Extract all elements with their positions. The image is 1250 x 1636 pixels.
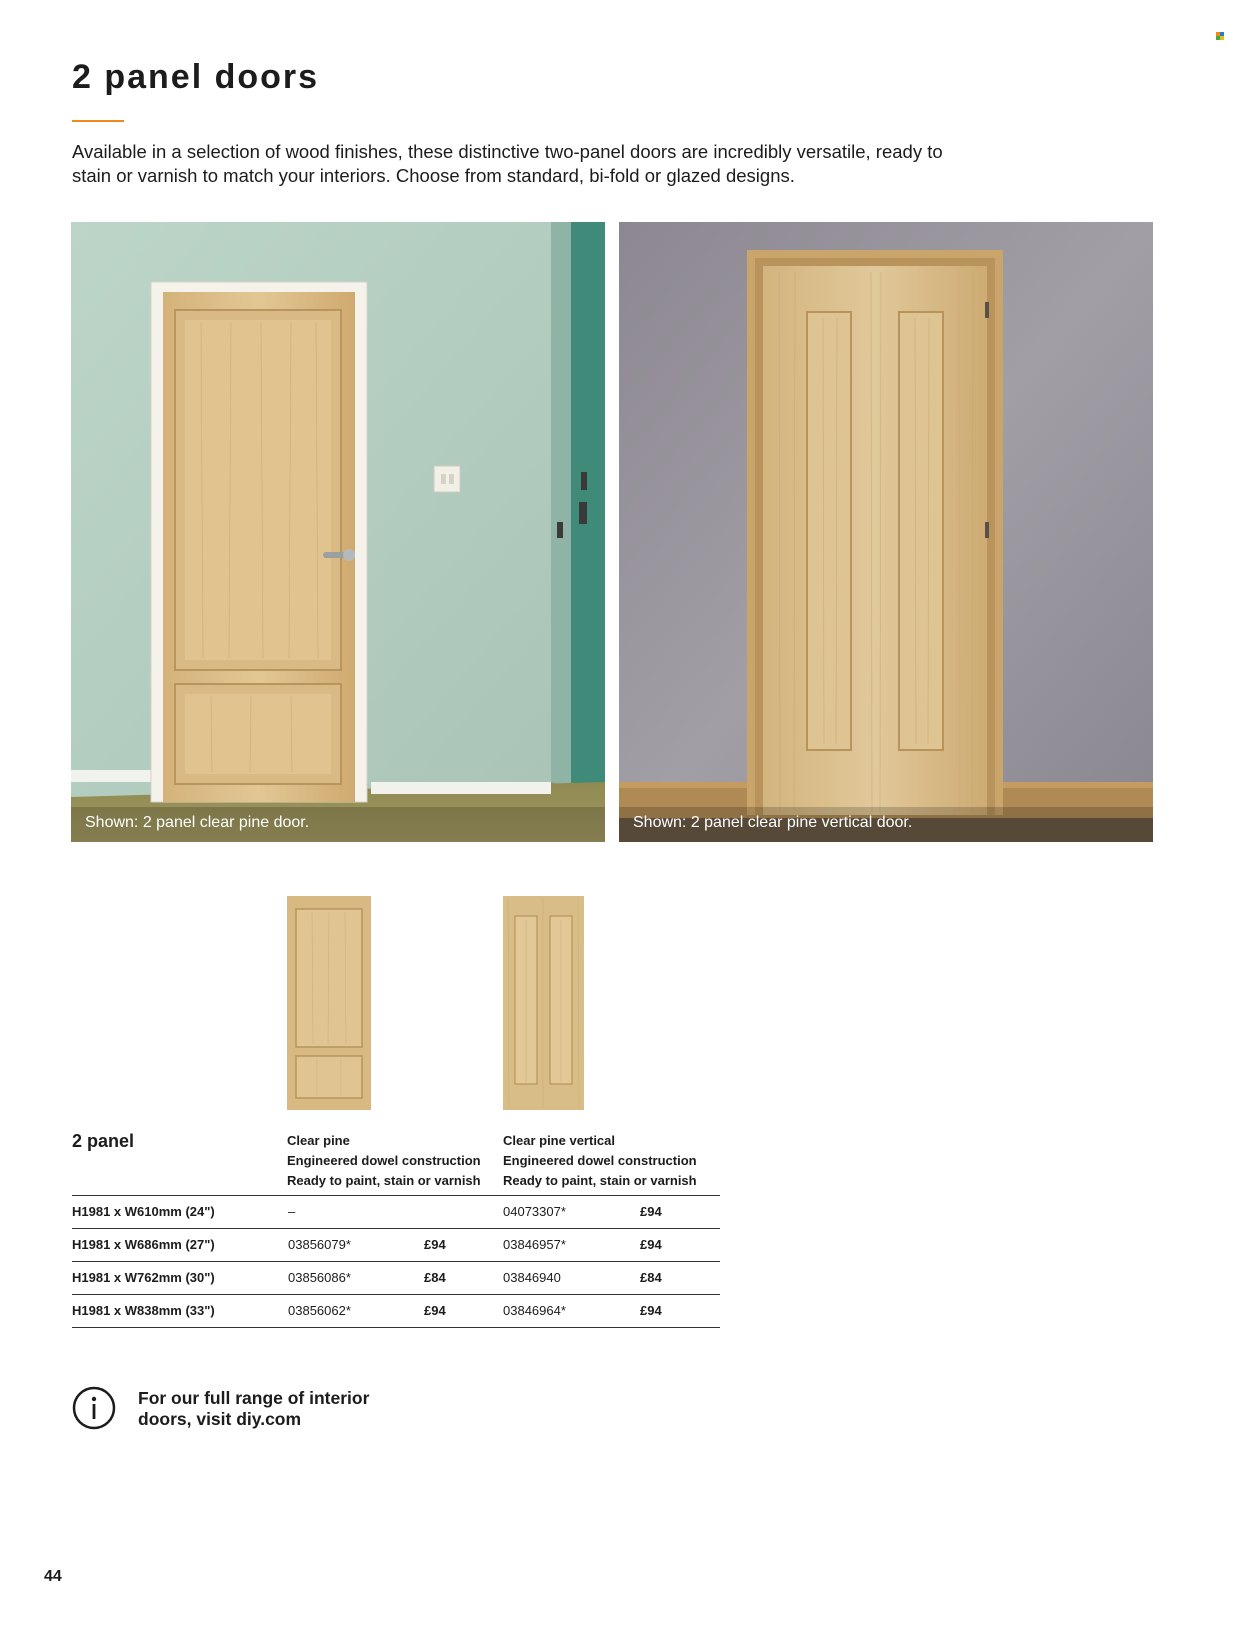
price-cell: £94: [424, 1237, 446, 1252]
column-feature: Engineered dowel construction: [287, 1153, 481, 1168]
photo-clear-pine-vertical-door: [619, 222, 1153, 842]
product-code-cell: 03856086*: [288, 1270, 351, 1285]
table-row: [72, 1228, 720, 1261]
brand-mark: [1216, 32, 1224, 40]
column-feature: Ready to paint, stain or varnish: [287, 1173, 481, 1188]
thumb-clear-pine-door: [287, 896, 371, 1110]
page-number: 44: [44, 1568, 62, 1585]
column-header-clear-pine: [287, 1131, 481, 1191]
table-row: [72, 1195, 720, 1228]
size-cell: H1981 x W610mm (24"): [72, 1204, 215, 1219]
table-row: [72, 1294, 720, 1328]
info-note: [138, 1388, 438, 1430]
column-header-clear-pine-vertical: [503, 1131, 697, 1191]
price-cell: £84: [424, 1270, 446, 1285]
price-cell: £84: [640, 1270, 662, 1285]
price-table: [72, 1195, 720, 1328]
price-cell: £94: [640, 1204, 662, 1219]
column-name: Clear pine: [287, 1133, 350, 1148]
product-code-cell: 03846964*: [503, 1303, 566, 1318]
column-feature: Engineered dowel construction: [503, 1153, 697, 1168]
product-code-cell: 03846940: [503, 1270, 561, 1285]
product-code-cell: 03856079*: [288, 1237, 351, 1252]
info-line: doors, visit diy.com: [138, 1409, 302, 1429]
intro-text: Available in a selection of wood finishes, these distinctive two-panel doors are incredibly versatile, ready to stain or varnish to match your interiors. Choose from standard, bi-fold or glazed designs.: [72, 141, 943, 186]
product-code-cell: –: [288, 1204, 296, 1219]
product-code-cell: 03846957*: [503, 1237, 566, 1252]
title-underline: [72, 120, 124, 122]
product-code-cell: 03856062*: [288, 1303, 351, 1318]
range-label: 2 panel: [72, 1131, 135, 1151]
size-cell: H1981 x W762mm (30"): [72, 1270, 215, 1285]
info-icon: [72, 1386, 116, 1430]
size-cell: H1981 x W686mm (27"): [72, 1237, 215, 1252]
info-line: For our full range of interior: [138, 1388, 370, 1408]
thumb-clear-pine-vertical-door: [503, 896, 584, 1110]
size-cell: H1981 x W838mm (33"): [72, 1303, 215, 1318]
price-cell: £94: [640, 1303, 662, 1318]
column-feature: Ready to paint, stain or varnish: [503, 1173, 697, 1188]
page-title: 2 panel doors: [72, 58, 320, 96]
column-name: Clear pine vertical: [503, 1133, 615, 1148]
product-code-cell: 04073307*: [503, 1204, 566, 1219]
price-cell: £94: [424, 1303, 446, 1318]
photo-caption: Shown: 2 panel clear pine door.: [85, 814, 310, 831]
table-row: [72, 1261, 720, 1294]
photo-caption: Shown: 2 panel clear pine vertical door.: [633, 814, 913, 831]
price-cell: £94: [640, 1237, 662, 1252]
photo-clear-pine-door: [71, 222, 605, 842]
